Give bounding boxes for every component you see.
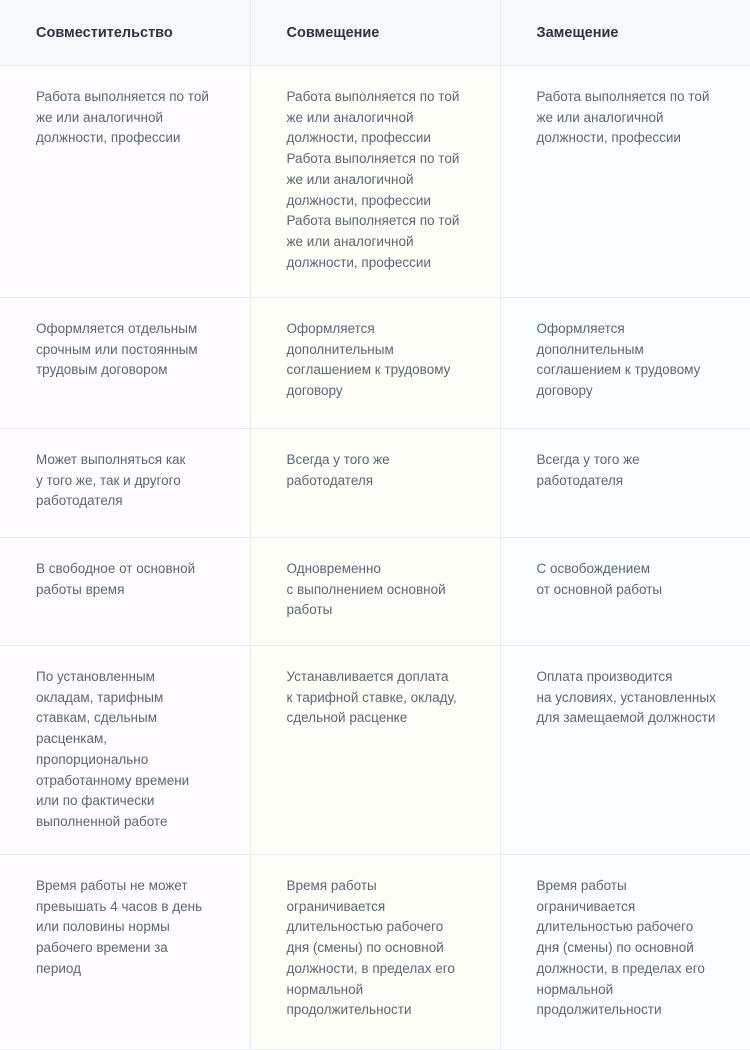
cell-text-line: должности, в пределах его	[286, 960, 455, 976]
cell-text-line: Время работы	[286, 878, 377, 893]
table-cell	[500, 538, 750, 646]
header-sovmeshchenie: Совмещение	[250, 0, 500, 66]
table-cell	[500, 855, 750, 1050]
cell-text-line: дня (смены) по основной	[536, 940, 694, 956]
table-cell	[500, 646, 750, 855]
cell-text-line: должности, профессии	[36, 130, 181, 146]
table-cell	[0, 66, 250, 298]
table-row	[0, 646, 750, 855]
cell-text-line: работодателя	[286, 472, 374, 488]
cell-text-line: должности, профессии	[286, 130, 431, 146]
table-cell	[250, 538, 500, 646]
cell-text-line: же или аналогичной	[286, 109, 414, 125]
cell-text-line: работы	[286, 602, 333, 618]
cell-text-line: Оплата производится	[536, 669, 673, 684]
cell-text-line: рабочего времени за	[36, 940, 168, 956]
cell-text-line: должности, профессии	[286, 254, 431, 270]
cell-text-line: отработанному времени	[36, 772, 190, 788]
cell-text-line: должности, профессии	[536, 130, 681, 146]
table-cell	[0, 646, 250, 855]
cell-text-line: Одновременно	[286, 561, 381, 576]
cell-text-line: По установленным	[36, 669, 155, 684]
table-cell	[0, 855, 250, 1050]
table-cell	[250, 429, 500, 538]
cell-text-line: на условиях, установленных	[536, 689, 716, 705]
table-row	[0, 429, 750, 538]
cell-text-line: же или аналогичной	[36, 109, 164, 125]
cell-text-line: ограничивается	[286, 898, 386, 914]
cell-text-line: договору	[536, 383, 593, 399]
cell-text-line: С освобождением	[536, 561, 651, 576]
cell-text-line: Оформляется	[286, 321, 375, 336]
cell-text-line: к тарифной ставке, окладу,	[286, 689, 457, 705]
table-cell	[500, 429, 750, 538]
cell-text-line: Всегда у того же	[286, 452, 390, 467]
cell-text-line: Устанавливается доплата	[286, 669, 449, 684]
cell-text-line: ставкам, сдельным	[36, 710, 157, 726]
cell-text-line: Время работы не может	[36, 878, 188, 893]
cell-text-line: срочным или постоянным	[36, 341, 198, 357]
cell-text-line: или по фактически	[36, 793, 155, 809]
cell-text-line: Время работы	[536, 878, 627, 893]
cell-text-line: Всегда у того же	[536, 452, 640, 467]
cell-text-line: ограничивается	[536, 898, 636, 914]
cell-text-line: с выполнением основной	[286, 581, 446, 597]
cell-text-line: нормальной	[536, 981, 614, 997]
table-cell	[0, 298, 250, 429]
cell-text-line: В свободное от основной	[36, 561, 196, 576]
cell-text-line: Работа выполняется по той	[536, 89, 710, 104]
cell-text-line: соглашением к трудовому	[536, 362, 701, 378]
table-cell	[250, 646, 500, 855]
cell-text-line: нормальной	[286, 981, 364, 997]
table-cell	[250, 66, 500, 298]
cell-text-line: дополнительным	[286, 341, 394, 357]
cell-text-line: Оформляется	[536, 321, 625, 336]
cell-text-line: период	[36, 960, 81, 976]
table-cell	[500, 66, 750, 298]
cell-text-line: от основной работы	[536, 581, 663, 597]
cell-text-line: должности, профессии	[286, 192, 431, 208]
cell-text-line: длительностью рабочего	[286, 919, 444, 935]
cell-text-line: Работа выполняется по той	[286, 89, 460, 104]
cell-text-line: работодателя	[36, 493, 123, 509]
cell-text-line: для замещаемой должности	[536, 710, 716, 726]
cell-text-line: Оформляется отдельным	[36, 321, 198, 336]
cell-text-line: Работа выполняется по той	[286, 213, 460, 229]
header-sovmestitelstvo: Совместительство	[0, 0, 250, 66]
cell-text-line: окладам, тарифным	[36, 689, 164, 705]
cell-text-line: договору	[286, 383, 343, 399]
table-cell	[250, 855, 500, 1050]
cell-text-line: работы время	[36, 581, 125, 597]
cell-text-line: сдельной расценке	[286, 710, 408, 726]
table-row	[0, 538, 750, 646]
cell-text-line: работодателя	[536, 472, 624, 488]
header-row	[0, 0, 750, 66]
cell-text-line: дополнительным	[536, 341, 644, 357]
cell-text-line: соглашением к трудовому	[286, 362, 451, 378]
cell-text-line: длительностью рабочего	[536, 919, 694, 935]
cell-text-line: Работа выполняется по той	[286, 151, 460, 167]
cell-text-line: превышать 4 часов в день	[36, 898, 203, 914]
cell-text-line: продолжительности	[536, 1002, 662, 1018]
cell-text-line: у того же, так и другого	[36, 472, 181, 488]
cell-text-line: выполненной работе	[36, 813, 168, 829]
cell-text-line: пропорционально	[36, 751, 149, 767]
cell-text-line: же или аналогичной	[536, 109, 664, 125]
table-cell	[500, 298, 750, 429]
cell-text-line: расценкам,	[36, 731, 108, 747]
cell-text-line: должности, в пределах его	[536, 960, 705, 976]
table-row	[0, 66, 750, 298]
cell-text-line: или половины нормы	[36, 919, 170, 935]
cell-text-line: Может выполняться как	[36, 452, 186, 467]
table-body	[0, 66, 750, 1050]
table-cell	[0, 538, 250, 646]
cell-text-line: дня (смены) по основной	[286, 940, 444, 956]
cell-text-line: же или аналогичной	[286, 233, 414, 249]
cell-text-line: же или аналогичной	[286, 171, 414, 187]
cell-text-line: продолжительности	[286, 1002, 412, 1018]
cell-text-line: Работа выполняется по той	[36, 89, 209, 104]
table-cell	[250, 298, 500, 429]
table-cell	[0, 429, 250, 538]
header-zameshchenie: Замещение	[500, 0, 750, 66]
table-row	[0, 298, 750, 429]
table-row	[0, 855, 750, 1050]
cell-text-line: трудовым договором	[36, 362, 168, 378]
